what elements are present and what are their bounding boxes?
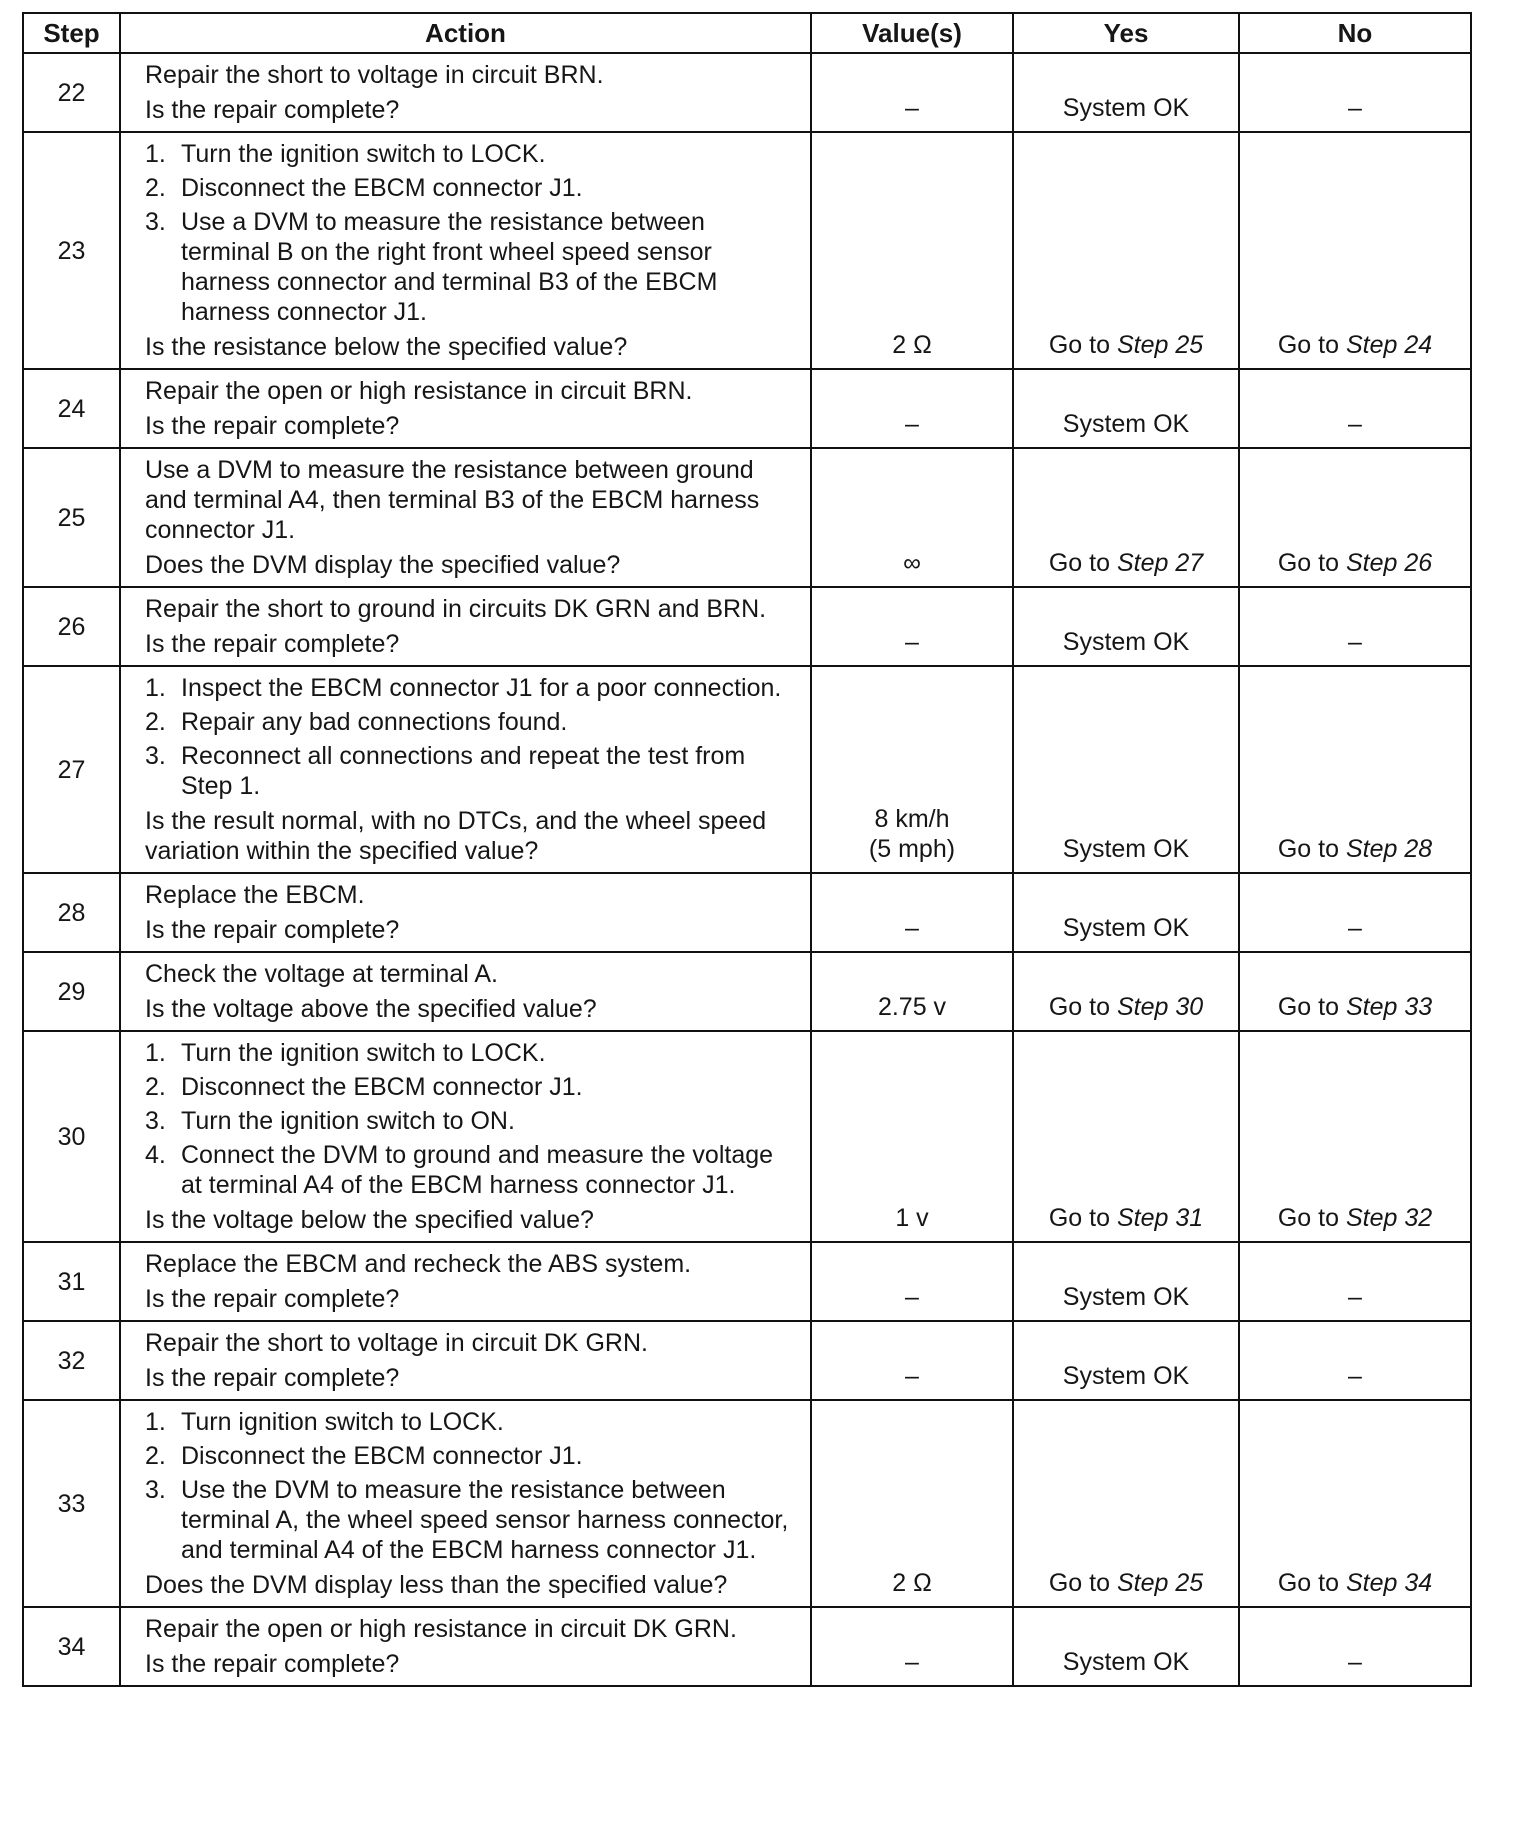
yes-cell xyxy=(1013,132,1239,369)
action-step-number: 1. xyxy=(145,674,166,702)
action-text: Check the voltage at terminal A. xyxy=(145,960,498,988)
goto-prefix: Go to xyxy=(1277,993,1346,1021)
outcome-text: – xyxy=(1348,1283,1362,1311)
table-row xyxy=(23,448,1471,587)
goto-step-target: Step 34 xyxy=(1345,1569,1433,1597)
no-cell xyxy=(1239,952,1471,1031)
value-cell: 2 Ω xyxy=(811,132,1013,369)
table-row xyxy=(23,1400,1471,1607)
step-number: 26 xyxy=(23,587,120,666)
goto-prefix: Go to xyxy=(1277,331,1346,359)
value-cell: – xyxy=(811,1321,1013,1400)
step-number: 30 xyxy=(23,1031,120,1242)
goto-step-target: Step 32 xyxy=(1345,1204,1433,1232)
action-cell xyxy=(120,1242,811,1321)
action-step-number: 3. xyxy=(145,1107,166,1135)
action-step-text: Inspect the EBCM connector J1 for a poor connection. xyxy=(181,674,782,702)
action-step-text: Repair any bad connections found. xyxy=(181,708,568,736)
yes-cell xyxy=(1013,1400,1239,1607)
action-question: Does the DVM display the specified value? xyxy=(145,551,621,579)
action-step-number: 1. xyxy=(145,140,166,168)
step-number: 27 xyxy=(23,666,120,873)
action-cell xyxy=(120,448,811,587)
outcome-text: System OK xyxy=(1062,835,1190,863)
step-number: 23 xyxy=(23,132,120,369)
action-text: Repair the short to voltage in circuit BRN. xyxy=(145,61,604,89)
action-cell xyxy=(120,53,811,132)
action-cell xyxy=(120,666,811,873)
no-cell xyxy=(1239,448,1471,587)
action-question: Is the repair complete? xyxy=(145,1285,400,1313)
goto-prefix: Go to xyxy=(1048,1204,1117,1232)
action-question: Is the resistance below the specified value? xyxy=(145,333,628,361)
table-row xyxy=(23,1607,1471,1686)
no-cell xyxy=(1239,1242,1471,1321)
table-row xyxy=(23,1242,1471,1321)
table-row xyxy=(23,1031,1471,1242)
no-cell xyxy=(1239,1031,1471,1242)
action-step-text: Turn ignition switch to LOCK. xyxy=(181,1408,504,1436)
action-text: Repair the short to voltage in circuit DK GRN. xyxy=(145,1329,648,1357)
yes-cell xyxy=(1013,952,1239,1031)
outcome-text: – xyxy=(1348,94,1362,122)
action-step-number: 3. xyxy=(145,742,166,770)
action-text: Repair the open or high resistance in circuit BRN. xyxy=(145,377,693,405)
step-number: 25 xyxy=(23,448,120,587)
table-row xyxy=(23,873,1471,952)
action-step xyxy=(145,1407,800,1437)
table-row xyxy=(23,369,1471,448)
outcome-text: System OK xyxy=(1062,1283,1190,1311)
step-number: 28 xyxy=(23,873,120,952)
action-question: Is the repair complete? xyxy=(145,1364,400,1392)
goto-prefix: Go to xyxy=(1048,993,1117,1021)
action-question: Is the repair complete? xyxy=(145,412,400,440)
value-cell: ∞ xyxy=(811,448,1013,587)
action-step-number: 2. xyxy=(145,1073,166,1101)
action-step-number: 2. xyxy=(145,1442,166,1470)
step-number: 34 xyxy=(23,1607,120,1686)
step-number: 22 xyxy=(23,53,120,132)
yes-cell xyxy=(1013,448,1239,587)
value-cell: 1 v xyxy=(811,1031,1013,1242)
action-text: Repair the open or high resistance in circuit DK GRN. xyxy=(145,1615,737,1643)
value-cell: 2.75 v xyxy=(811,952,1013,1031)
table-body xyxy=(23,53,1471,1686)
action-step xyxy=(145,1106,800,1136)
header-values: Value(s) xyxy=(811,13,1013,53)
outcome-text: System OK xyxy=(1062,628,1190,656)
goto-prefix: Go to xyxy=(1048,1569,1117,1597)
table-row xyxy=(23,132,1471,369)
action-step xyxy=(145,1072,800,1102)
action-step-text: Turn the ignition switch to LOCK. xyxy=(181,1039,546,1067)
yes-cell xyxy=(1013,873,1239,952)
goto-step-target: Step 30 xyxy=(1116,993,1204,1021)
goto-step-target: Step 27 xyxy=(1116,549,1204,577)
action-cell xyxy=(120,132,811,369)
action-steps xyxy=(145,139,800,327)
no-cell xyxy=(1239,1400,1471,1607)
goto-prefix: Go to xyxy=(1277,835,1346,863)
value-cell: – xyxy=(811,1242,1013,1321)
action-step-number: 2. xyxy=(145,174,166,202)
outcome-text: – xyxy=(1348,914,1362,942)
action-step-text: Disconnect the EBCM connector J1. xyxy=(181,1442,583,1470)
action-step-number: 2. xyxy=(145,708,166,736)
table-row xyxy=(23,587,1471,666)
goto-prefix: Go to xyxy=(1048,331,1117,359)
action-step-text: Turn the ignition switch to ON. xyxy=(181,1107,515,1135)
goto-step-target: Step 31 xyxy=(1116,1204,1204,1232)
diagnostic-document xyxy=(22,12,1470,1687)
header-action: Action xyxy=(120,13,811,53)
table-row xyxy=(23,53,1471,132)
no-cell xyxy=(1239,873,1471,952)
action-steps xyxy=(145,673,800,801)
action-question: Is the repair complete? xyxy=(145,630,400,658)
yes-cell xyxy=(1013,1321,1239,1400)
outcome-text: System OK xyxy=(1062,1362,1190,1390)
outcome-text: System OK xyxy=(1062,914,1190,942)
no-cell xyxy=(1239,1321,1471,1400)
no-cell xyxy=(1239,369,1471,448)
no-cell xyxy=(1239,587,1471,666)
diagnostic-table xyxy=(22,12,1472,1687)
value-cell: – xyxy=(811,587,1013,666)
action-step-number: 3. xyxy=(145,208,166,236)
action-cell xyxy=(120,1031,811,1242)
no-cell xyxy=(1239,1607,1471,1686)
goto-step-target: Step 25 xyxy=(1116,331,1204,359)
action-cell xyxy=(120,1321,811,1400)
goto-step-target: Step 26 xyxy=(1345,549,1433,577)
action-step-text: Use a DVM to measure the resistance between terminal B on the right front wheel speed sensor harness connector and terminal B3 of the EBCM harness connector J1. xyxy=(181,208,718,326)
table-row xyxy=(23,1321,1471,1400)
action-question: Is the result normal, with no DTCs, and the wheel speed variation within the specified value? xyxy=(145,807,767,865)
outcome-text: – xyxy=(1348,1648,1362,1676)
action-step xyxy=(145,1475,800,1565)
action-step-text: Turn the ignition switch to LOCK. xyxy=(181,140,546,168)
action-question: Does the DVM display less than the specified value? xyxy=(145,1571,728,1599)
outcome-text: System OK xyxy=(1062,94,1190,122)
value-cell: – xyxy=(811,1607,1013,1686)
action-cell xyxy=(120,873,811,952)
action-text: Repair the short to ground in circuits DK GRN and BRN. xyxy=(145,595,767,623)
action-question: Is the voltage below the specified value? xyxy=(145,1206,594,1234)
action-step-text: Disconnect the EBCM connector J1. xyxy=(181,1073,583,1101)
action-step xyxy=(145,1441,800,1471)
action-step xyxy=(145,1038,800,1068)
action-step xyxy=(145,1140,800,1200)
value-cell: – xyxy=(811,53,1013,132)
action-step-number: 4. xyxy=(145,1141,166,1169)
goto-step-target: Step 33 xyxy=(1345,993,1433,1021)
step-number: 24 xyxy=(23,369,120,448)
goto-step-target: Step 28 xyxy=(1345,835,1433,863)
outcome-text: – xyxy=(1348,628,1362,656)
action-step-text: Use the DVM to measure the resistance between terminal A, the wheel speed sensor harness connector, and terminal A4 of the EBCM harness connector J1. xyxy=(181,1476,789,1564)
header-no: No xyxy=(1239,13,1471,53)
action-step xyxy=(145,173,800,203)
yes-cell xyxy=(1013,369,1239,448)
yes-cell xyxy=(1013,666,1239,873)
no-cell xyxy=(1239,132,1471,369)
goto-prefix: Go to xyxy=(1277,549,1346,577)
action-text: Replace the EBCM. xyxy=(145,881,365,909)
goto-prefix: Go to xyxy=(1048,549,1117,577)
action-steps xyxy=(145,1407,800,1565)
no-cell xyxy=(1239,666,1471,873)
goto-prefix: Go to xyxy=(1277,1204,1346,1232)
action-cell xyxy=(120,369,811,448)
action-step-number: 3. xyxy=(145,1476,166,1504)
no-cell xyxy=(1239,53,1471,132)
action-step xyxy=(145,673,800,703)
yes-cell xyxy=(1013,1607,1239,1686)
action-step xyxy=(145,707,800,737)
header-yes: Yes xyxy=(1013,13,1239,53)
yes-cell xyxy=(1013,53,1239,132)
outcome-text: System OK xyxy=(1062,410,1190,438)
value-cell: 2 Ω xyxy=(811,1400,1013,1607)
yes-cell xyxy=(1013,1031,1239,1242)
value-cell: 8 km/h (5 mph) xyxy=(811,666,1013,873)
outcome-text: – xyxy=(1348,410,1362,438)
goto-step-target: Step 25 xyxy=(1116,1569,1204,1597)
action-question: Is the repair complete? xyxy=(145,916,400,944)
step-number: 32 xyxy=(23,1321,120,1400)
action-cell xyxy=(120,952,811,1031)
action-step xyxy=(145,207,800,327)
action-step-number: 1. xyxy=(145,1408,166,1436)
value-cell: – xyxy=(811,369,1013,448)
yes-cell xyxy=(1013,1242,1239,1321)
outcome-text: System OK xyxy=(1062,1648,1190,1676)
yes-cell xyxy=(1013,587,1239,666)
action-step-text: Connect the DVM to ground and measure the voltage at terminal A4 of the EBCM harness connector J1. xyxy=(181,1141,774,1199)
header-step: Step xyxy=(23,13,120,53)
action-step xyxy=(145,139,800,169)
action-step-text: Reconnect all connections and repeat the test from Step 1. xyxy=(181,742,746,800)
action-steps xyxy=(145,1038,800,1200)
table-row xyxy=(23,952,1471,1031)
action-text: Replace the EBCM and recheck the ABS system. xyxy=(145,1250,692,1278)
table-row xyxy=(23,666,1471,873)
action-step-number: 1. xyxy=(145,1039,166,1067)
value-cell: – xyxy=(811,873,1013,952)
action-question: Is the repair complete? xyxy=(145,96,400,124)
action-cell xyxy=(120,587,811,666)
step-number: 31 xyxy=(23,1242,120,1321)
action-cell xyxy=(120,1400,811,1607)
step-number: 33 xyxy=(23,1400,120,1607)
action-step-text: Disconnect the EBCM connector J1. xyxy=(181,174,583,202)
action-step xyxy=(145,741,800,801)
outcome-text: – xyxy=(1348,1362,1362,1390)
step-number: 29 xyxy=(23,952,120,1031)
goto-prefix: Go to xyxy=(1277,1569,1346,1597)
action-text: Use a DVM to measure the resistance between ground and terminal A4, then terminal B3 of the EBCM harness connector J1. xyxy=(145,456,760,544)
header-row xyxy=(23,13,1471,53)
action-cell xyxy=(120,1607,811,1686)
action-question: Is the repair complete? xyxy=(145,1650,400,1678)
goto-step-target: Step 24 xyxy=(1345,331,1433,359)
action-question: Is the voltage above the specified value? xyxy=(145,995,597,1023)
